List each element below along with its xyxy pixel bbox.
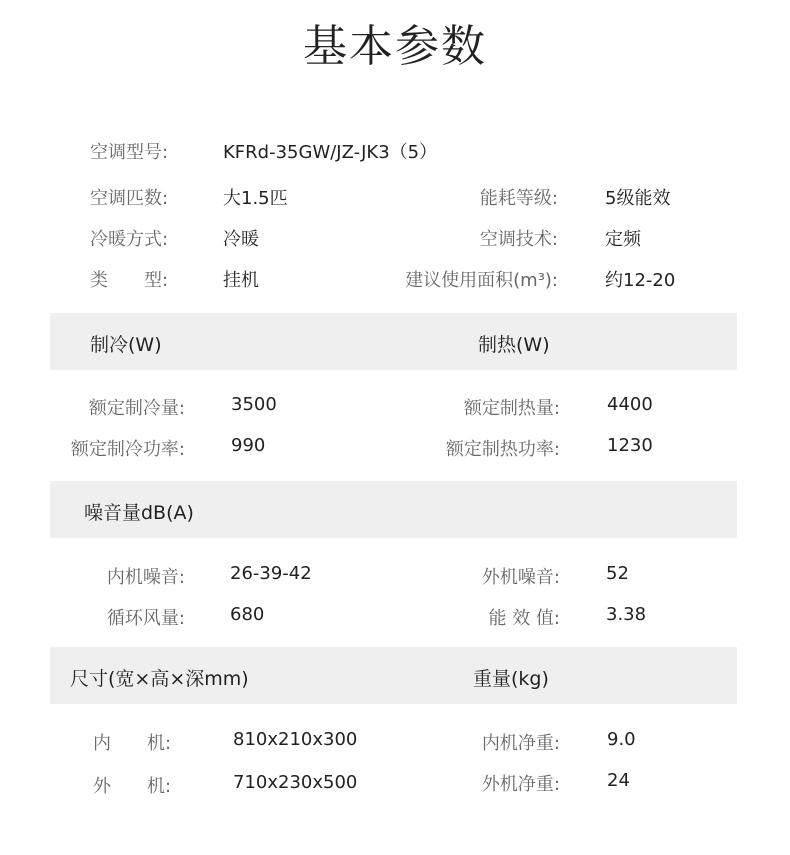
heating-header: 制热(W) [478, 334, 550, 356]
outdoor-weight-value: 24 [607, 770, 630, 791]
outdoor-size-value: 710x230x500 [233, 772, 358, 793]
indoor-size-label: 内 机: [93, 733, 172, 754]
airflow-value: 680 [230, 604, 265, 625]
tech-label: 空调技术: [479, 229, 558, 250]
type-value: 挂机 [223, 270, 259, 291]
mode-label: 冷暖方式: [90, 229, 169, 250]
outdoor-weight-label: 外机净重: [481, 774, 560, 795]
area-label: 建议使用面积(m³): [405, 270, 558, 291]
efficiency-label: 能 效 值: [488, 608, 560, 629]
cool-capacity-value: 3500 [231, 394, 277, 415]
area-value: 约12-20 [605, 270, 676, 291]
indoor-weight-label: 内机净重: [481, 733, 560, 754]
energy-label: 能耗等级: [479, 188, 558, 209]
heat-capacity-value: 4400 [607, 394, 653, 415]
energy-value: 5级能效 [605, 188, 671, 209]
airflow-label: 循环风量: [106, 608, 185, 629]
indoor-weight-value: 9.0 [607, 729, 636, 750]
model-value: KFRd-35GW/JZ-JK3（5） [223, 142, 438, 163]
weight-header: 重量(kg) [473, 668, 549, 690]
efficiency-value: 3.38 [606, 604, 647, 625]
hp-label: 空调匹数: [90, 188, 169, 209]
indoor-noise-value: 26-39-42 [230, 563, 312, 584]
heat-capacity-label: 额定制热量: [463, 398, 560, 419]
heat-power-value: 1230 [607, 435, 653, 456]
cool-capacity-label: 额定制冷量: [88, 398, 185, 419]
outdoor-size-label: 外 机: [93, 776, 172, 797]
indoor-size-value: 810x210x300 [233, 729, 358, 750]
hp-value: 大1.5匹 [223, 188, 288, 209]
page-title: 基本参数 [303, 21, 487, 72]
mode-value: 冷暖 [223, 229, 259, 250]
cool-power-value: 990 [231, 435, 266, 456]
type-label: 类 型: [90, 270, 169, 291]
size-header: 尺寸(宽×高×深mm) [70, 668, 249, 690]
outdoor-noise-label: 外机噪音: [481, 567, 560, 588]
heat-power-label: 额定制热功率: [445, 439, 560, 460]
noise-header: 噪音量dB(A) [84, 502, 194, 524]
cooling-header: 制冷(W) [90, 334, 162, 356]
cool-power-label: 额定制冷功率: [70, 439, 185, 460]
model-label: 空调型号: [90, 142, 169, 163]
indoor-noise-label: 内机噪音: [106, 567, 185, 588]
tech-value: 定频 [605, 229, 641, 250]
outdoor-noise-value: 52 [606, 563, 629, 584]
